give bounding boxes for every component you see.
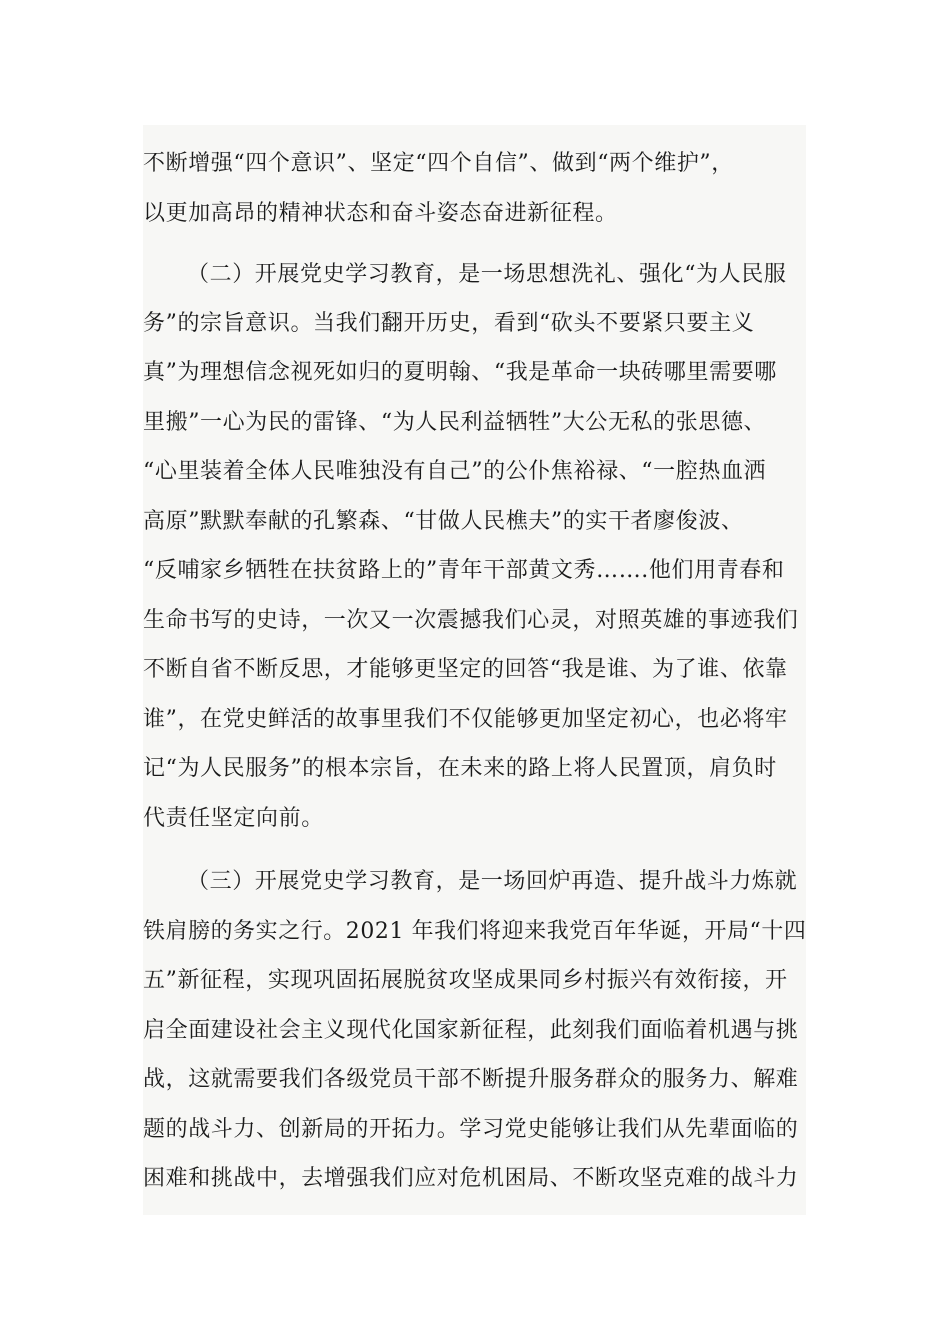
text-line: 启全面建设社会主义现代化国家新征程，此刻我们面临着机遇与挑 — [143, 1018, 799, 1043]
text-line: 以更加高昂的精神状态和奋斗姿态奋进新征程。 — [143, 201, 618, 226]
text-line: 战，这就需要我们各级党员干部不断提升服务群众的服务力、解难 — [143, 1067, 799, 1092]
text-line: 真”为理想信念视死如归的夏明翰、“我是革命一块砖哪里需要哪 — [143, 360, 777, 385]
text-line: 不断自省不断反思，才能够更坚定的回答“我是谁、为了谁、依靠 — [143, 657, 788, 682]
paragraph-heading-2: （二）开展党史学习教育，是一场思想洗礼、强化“为人民服 — [187, 262, 787, 287]
text-line: 记“为人民服务”的根本宗旨，在未来的路上将人民置顶，肩负时 — [143, 756, 777, 781]
text-line: 高原”默默奉献的孔繁森、“甘做人民樵夫”的实干者廖俊波、 — [143, 509, 744, 534]
text-line: 代责任坚定向前。 — [143, 806, 324, 831]
paragraph-heading-3: （三）开展党史学习教育，是一场回炉再造、提升战斗力炼就 — [187, 869, 798, 894]
text-line: 题的战斗力、创新局的开拓力。学习党史能够让我们从先辈面临的 — [143, 1117, 799, 1142]
text-line: 生命书写的史诗，一次又一次震撼我们心灵，对照英雄的事迹我们 — [143, 608, 799, 633]
text-line: 里搬”一心为民的雷锋、“为人民利益牺牲”大公无私的张思德、 — [143, 410, 767, 435]
text-line: 五”新征程，实现巩固拓展脱贫攻坚成果同乡村振兴有效衔接，开 — [143, 968, 788, 993]
text-line: 困难和挑战中，去增强我们应对危机困局、不断攻坚克难的战斗力 — [143, 1166, 799, 1191]
document-text-block — [143, 125, 806, 1215]
text-line: 不断增强“四个意识”、坚定“四个自信”、做到“两个维护”， — [143, 151, 734, 176]
text-line: 谁”，在党史鲜活的故事里我们不仅能够更加坚定初心，也必将牢 — [143, 707, 788, 732]
text-line: “心里装着全体人民唯独没有自己”的公仆焦裕禄、“一腔热血洒 — [143, 459, 767, 484]
text-line: “反哺家乡牺牲在扶贫路上的”青年干部黄文秀…….他们用青春和 — [143, 558, 785, 583]
text-line: 务”的宗旨意识。当我们翻开历史，看到“砍头不要紧只要主义 — [143, 311, 755, 336]
text-line: 铁肩膀的务实之行。2021 年我们将迎来我党百年华诞，开局“十四 — [143, 919, 807, 944]
